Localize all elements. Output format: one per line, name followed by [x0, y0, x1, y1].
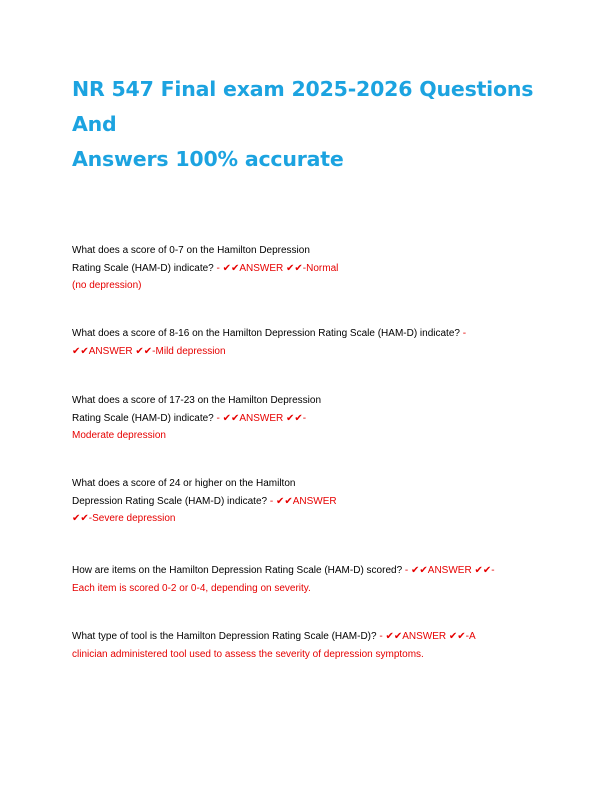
question-line: What type of tool is the Hamilton Depression Rating Scale (HAM-D)? — [72, 631, 377, 642]
qa-item-4 — [72, 475, 542, 528]
answer-text: ✔✔-Severe depression — [72, 513, 176, 524]
answer-text: - — [459, 328, 467, 339]
answer-text: Moderate depression — [72, 430, 166, 441]
answer-text: - ✔✔ANSWER ✔✔- — [213, 412, 307, 424]
question-line: Depression Rating Scale (HAM-D) indicate? — [72, 495, 268, 507]
answer-text: - ✔✔ANSWER ✔✔- — [402, 565, 495, 576]
title-line-1: NR 547 Final exam 2025-2026 Questions And — [72, 77, 534, 136]
answer-text: - ✔✔ANSWER ✔✔-A — [376, 631, 476, 642]
answer-text: (no depression) — [72, 280, 142, 291]
qa-item-6 — [72, 628, 542, 663]
question-line: What does a score of 24 or higher on the Hamilton — [72, 478, 296, 489]
document-title — [72, 72, 542, 177]
answer-text: ✔✔ANSWER ✔✔-Mild depression — [72, 345, 226, 357]
qa-item-1 — [72, 242, 542, 295]
question-line: What does a score of 0-7 on the Hamilton Depression — [72, 245, 310, 256]
qa-item-3 — [72, 392, 542, 445]
question-line: What does a score of 17-23 on the Hamilton Depression — [72, 395, 322, 406]
question-line: Rating Scale (HAM-D) indicate? — [72, 262, 214, 274]
question-line: What does a score of 8-16 on the Hamilton Depression Rating Scale (HAM-D) indicate? — [72, 328, 460, 339]
qa-item-5 — [72, 562, 542, 597]
question-line: How are items on the Hamilton Depression Rating Scale (HAM-D) scored? — [72, 565, 403, 576]
answer-text: Each item is scored 0-2 or 0-4, depending on severity. — [72, 582, 311, 594]
answer-text: - ✔✔ANSWER — [267, 495, 337, 507]
answer-text: clinician administered tool used to assess the severity of depression symptoms. — [72, 648, 424, 660]
qa-item-2 — [72, 325, 542, 360]
answer-text: - ✔✔ANSWER ✔✔-Normal — [213, 262, 339, 274]
title-line-2: Answers 100% accurate — [72, 147, 344, 171]
question-line: Rating Scale (HAM-D) indicate? — [72, 412, 214, 424]
